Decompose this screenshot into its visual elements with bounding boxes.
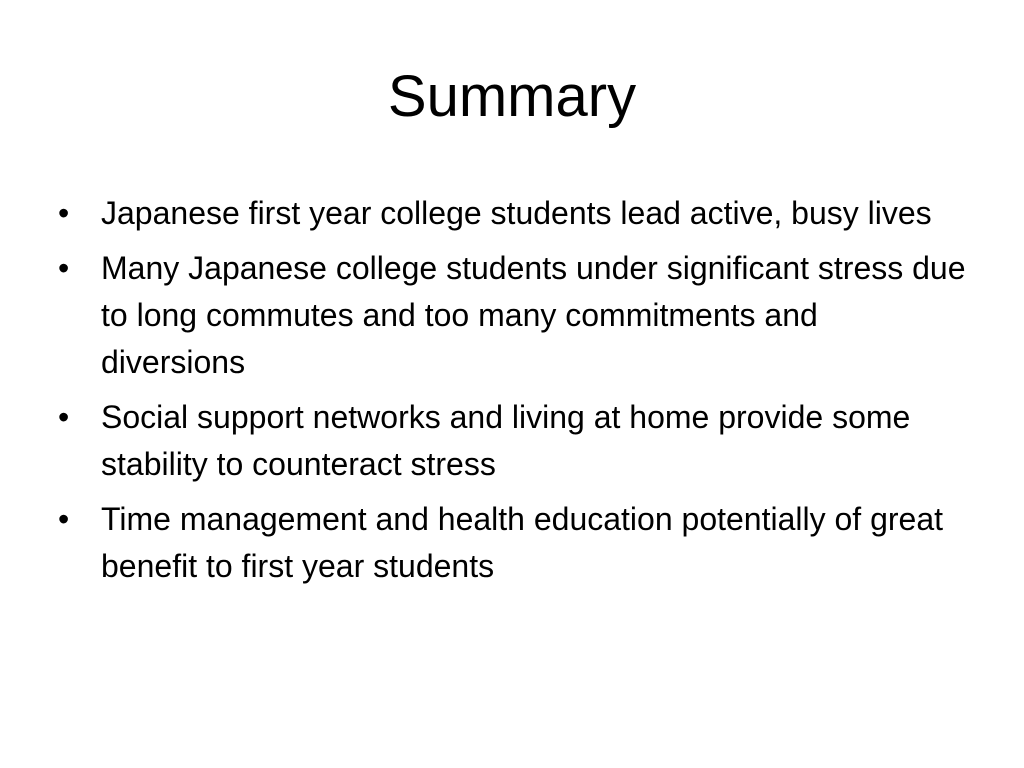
- bullet-item: [58, 245, 978, 386]
- bullet-list: [58, 190, 978, 598]
- bullet-item: [58, 394, 978, 488]
- bullet-icon: •: [58, 399, 70, 435]
- bullet-text: Many Japanese college students under significant stress due to long commutes and too many commitments and diversions: [101, 250, 975, 380]
- bullet-text: Social support networks and living at home provide some stability to counteract stress: [101, 399, 920, 482]
- bullet-icon: •: [58, 250, 70, 286]
- bullet-icon: •: [58, 501, 70, 537]
- bullet-item: [58, 190, 978, 237]
- bullet-text: Time management and health education potentially of great benefit to first year students: [101, 501, 952, 584]
- bullet-icon: •: [58, 195, 70, 231]
- bullet-text: Japanese first year college students lead active, busy lives: [101, 195, 932, 231]
- slide-title: Summary: [387, 64, 637, 129]
- bullet-item: [58, 496, 978, 590]
